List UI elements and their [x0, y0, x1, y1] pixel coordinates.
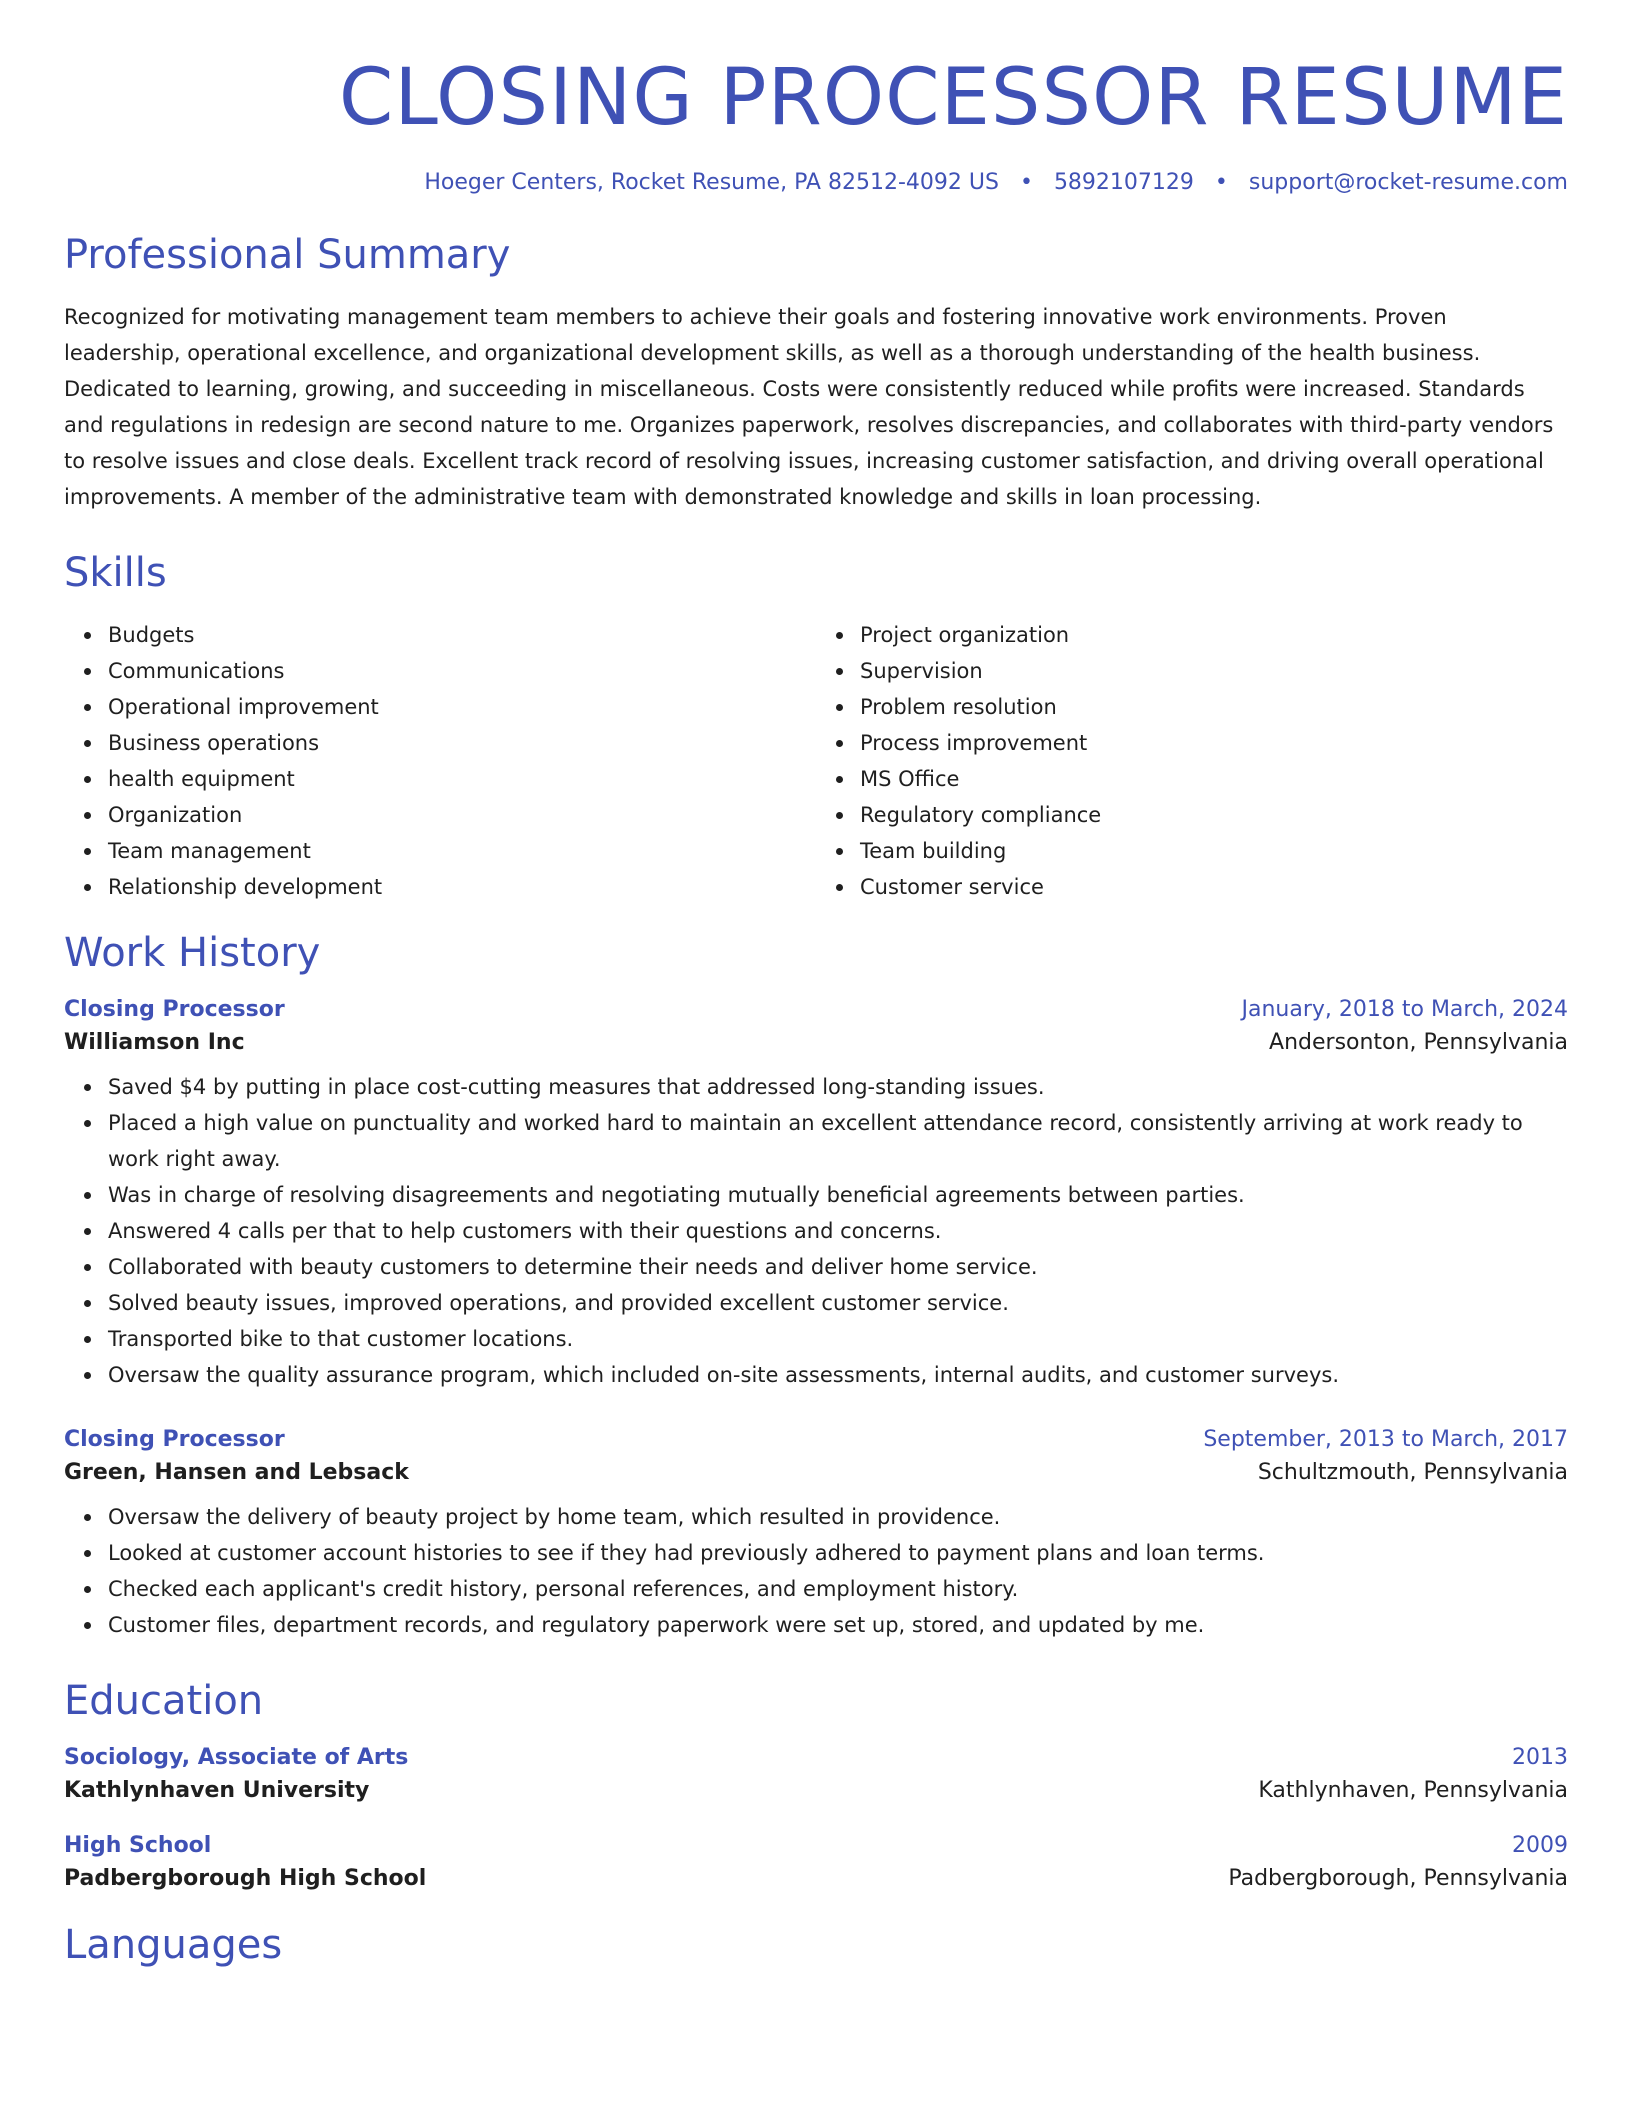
work-entry-company-row: [64, 1460, 1568, 1485]
job-title: Closing Processor: [64, 996, 285, 1022]
school-location: Kathlynhaven, Pennsylvania: [1258, 1777, 1568, 1803]
education-title-row: [64, 1833, 1568, 1858]
skill-item: Problem resolution: [830, 689, 1568, 725]
skill-item: Project organization: [830, 617, 1568, 653]
work-heading: Work History: [64, 929, 321, 976]
job-location: Schultzmouth, Pennsylvania: [1257, 1459, 1568, 1485]
job-bullet: Transported bike to that customer locations.: [78, 1321, 1568, 1357]
school-name: Padbergborough High School: [64, 1865, 427, 1891]
contact-address: Hoeger Centers, Rocket Resume, PA 82512-4092 US: [424, 169, 999, 195]
contact-separator: •: [1019, 169, 1033, 195]
work-entry-company-row: [64, 1030, 1568, 1055]
skill-item: Operational improvement: [78, 689, 816, 725]
skill-item: Customer service: [830, 869, 1568, 905]
education-entry: [64, 1745, 1568, 1803]
summary-text: Recognized for motivating management team members to achieve their goals and fostering innovative work environments. Proven leadership, operational excellence, and organizational development skills, as well as a thorough understanding of the health business. Dedicated to learning, growing, and succeeding in miscellaneous. Costs were consistently reduced while profits were increased. Standards and regulations in redesign are second nature to me. Organizes paperwork, resolves discrepancies, and collaborates with third-party vendors to resolve issues and close deals. Excellent track record of resolving issues, increasing customer satisfaction, and driving overall operational improvements. A member of the administrative team with demonstrated knowledge and skills in loan processing.: [64, 304, 1554, 509]
skills-list: [64, 617, 1568, 905]
contact-line: [64, 170, 1568, 195]
school-name: Kathlynhaven University: [64, 1777, 370, 1803]
skill-item: Supervision: [830, 653, 1568, 689]
school-location: Padbergborough, Pennsylvania: [1228, 1865, 1568, 1891]
graduation-year: 2013: [1512, 1744, 1568, 1770]
languages-heading: Languages: [64, 1921, 283, 1968]
skill-item: Team management: [78, 833, 816, 869]
job-dates: January, 2018 to March, 2024: [1241, 996, 1568, 1022]
job-bullet: Answered 4 calls per that to help customers with their questions and concerns.: [78, 1213, 1568, 1249]
job-bullet: Saved $4 by putting in place cost-cutting measures that addressed long-standing issues.: [78, 1069, 1568, 1105]
job-bullets: [64, 1499, 1568, 1643]
resume-title: CLOSING PROCESSOR RESUME: [338, 53, 1568, 143]
skills-column-left: [64, 617, 816, 905]
work-entry: [64, 1427, 1568, 1643]
work-entry-title-row: [64, 1427, 1568, 1452]
skill-item: Organization: [78, 797, 816, 833]
job-bullet: Collaborated with beauty customers to determine their needs and deliver home service.: [78, 1249, 1568, 1285]
skill-item: health equipment: [78, 761, 816, 797]
contact-email: support@rocket-resume.com: [1248, 169, 1568, 195]
job-bullets: [64, 1069, 1568, 1393]
contact-phone: 5892107129: [1053, 169, 1194, 195]
job-bullet: Customer files, department records, and regulatory paperwork were set up, stored, and updated by me.: [78, 1607, 1568, 1643]
job-bullet: Oversaw the delivery of beauty project by home team, which resulted in providence.: [78, 1499, 1568, 1535]
education-entry: [64, 1833, 1568, 1891]
contact-separator: •: [1214, 169, 1228, 195]
education-title-row: [64, 1745, 1568, 1770]
work-entry: [64, 997, 1568, 1393]
skill-item: Team building: [830, 833, 1568, 869]
degree-name: Sociology, Associate of Arts: [64, 1744, 409, 1770]
skill-item: Relationship development: [78, 869, 816, 905]
job-bullet: Checked each applicant's credit history, personal references, and employment history.: [78, 1571, 1568, 1607]
skill-item: Business operations: [78, 725, 816, 761]
job-location: Andersonton, Pennsylvania: [1269, 1029, 1568, 1055]
job-bullet: Looked at customer account histories to see if they had previously adhered to payment plans and loan terms.: [78, 1535, 1568, 1571]
company-name: Green, Hansen and Lebsack: [64, 1459, 409, 1485]
job-bullet: Oversaw the quality assurance program, which included on-site assessments, internal audits, and customer surveys.: [78, 1357, 1568, 1393]
skill-item: Communications: [78, 653, 816, 689]
skills-column-right: [816, 617, 1568, 905]
skill-item: Regulatory compliance: [830, 797, 1568, 833]
education-school-row: [64, 1778, 1568, 1803]
company-name: Williamson Inc: [64, 1029, 245, 1055]
graduation-year: 2009: [1512, 1832, 1568, 1858]
summary-heading: Professional Summary: [64, 231, 511, 278]
skill-item: MS Office: [830, 761, 1568, 797]
job-dates: September, 2013 to March, 2017: [1203, 1426, 1568, 1452]
job-bullet: Placed a high value on punctuality and worked hard to maintain an excellent attendance record, consistently arriving at work ready to work right away.: [78, 1105, 1568, 1177]
skills-heading: Skills: [64, 549, 167, 596]
job-bullet: Was in charge of resolving disagreements and negotiating mutually beneficial agreements between parties.: [78, 1177, 1568, 1213]
skill-item: Budgets: [78, 617, 816, 653]
work-entry-title-row: [64, 997, 1568, 1022]
education-heading: Education: [64, 1677, 264, 1724]
education-school-row: [64, 1866, 1568, 1891]
skill-item: Process improvement: [830, 725, 1568, 761]
job-title: Closing Processor: [64, 1426, 285, 1452]
degree-name: High School: [64, 1832, 212, 1858]
job-bullet: Solved beauty issues, improved operations, and provided excellent customer service.: [78, 1285, 1568, 1321]
